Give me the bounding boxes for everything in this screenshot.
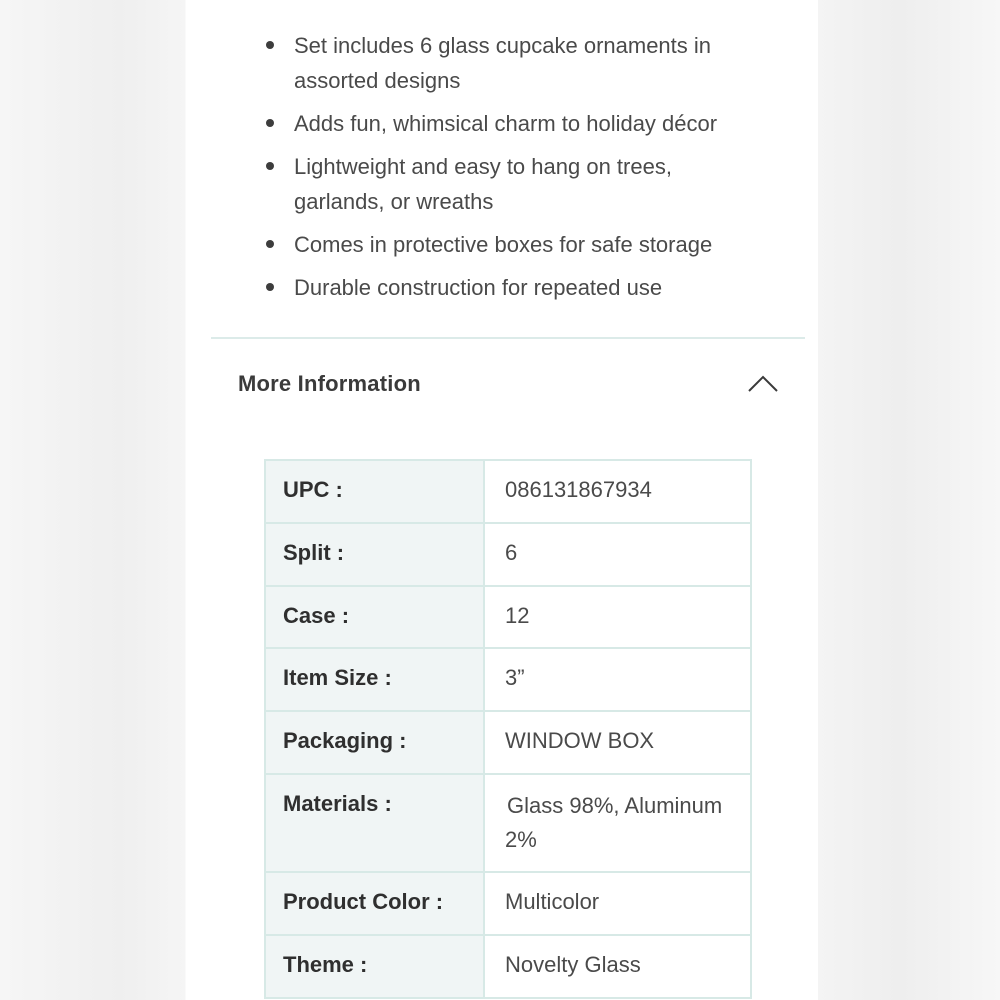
row-label-case: Case : — [265, 586, 484, 649]
feature-text: Set includes 6 glass cupcake ornaments in assorted designs — [294, 33, 712, 93]
section-divider — [211, 337, 805, 339]
row-value-product-color: Multicolor — [484, 872, 751, 935]
bullet-icon — [266, 240, 274, 248]
feature-item — [262, 227, 742, 262]
table-row — [265, 523, 751, 586]
chevron-up-icon[interactable] — [746, 370, 780, 394]
more-information-title: More Information — [238, 371, 421, 396]
table-row — [265, 586, 751, 649]
feature-item — [262, 28, 742, 98]
table-row — [265, 460, 751, 523]
row-value-upc: 086131867934 — [484, 460, 751, 523]
bullet-icon — [266, 162, 274, 170]
table-row — [265, 935, 751, 998]
feature-text: Adds fun, whimsical charm to holiday décor — [294, 111, 718, 136]
feature-text: Comes in protective boxes for safe storage — [294, 232, 713, 257]
row-label-theme: Theme : — [265, 935, 484, 998]
feature-item — [262, 270, 742, 305]
feature-list — [262, 28, 742, 313]
bullet-icon — [266, 119, 274, 127]
row-label-packaging: Packaging : — [265, 711, 484, 774]
table-row — [265, 648, 751, 711]
feature-text: Durable construction for repeated use — [294, 275, 663, 300]
bullet-icon — [266, 41, 274, 49]
row-label-materials: Materials : — [265, 774, 484, 872]
table-row — [265, 774, 751, 872]
row-value-theme: Novelty Glass — [484, 935, 751, 998]
table-row — [265, 872, 751, 935]
row-label-upc: UPC : — [265, 460, 484, 523]
row-label-split: Split : — [265, 523, 484, 586]
row-value-item-size: 3” — [484, 648, 751, 711]
table-row — [265, 711, 751, 774]
feature-item — [262, 106, 742, 141]
product-details-panel — [186, 0, 818, 1000]
row-label-product-color: Product Color : — [265, 872, 484, 935]
more-information-toggle[interactable] — [211, 340, 805, 430]
row-label-item-size: Item Size : — [265, 648, 484, 711]
row-value-split: 6 — [484, 523, 751, 586]
row-value-case: 12 — [484, 586, 751, 649]
feature-item — [262, 149, 742, 219]
feature-text: Lightweight and easy to hang on trees, garlands, or wreaths — [294, 154, 672, 214]
row-value-packaging: WINDOW BOX — [484, 711, 751, 774]
bullet-icon — [266, 283, 274, 291]
row-value-materials: Glass 98%, Aluminum 2% — [484, 774, 751, 872]
more-information-table — [264, 459, 752, 999]
